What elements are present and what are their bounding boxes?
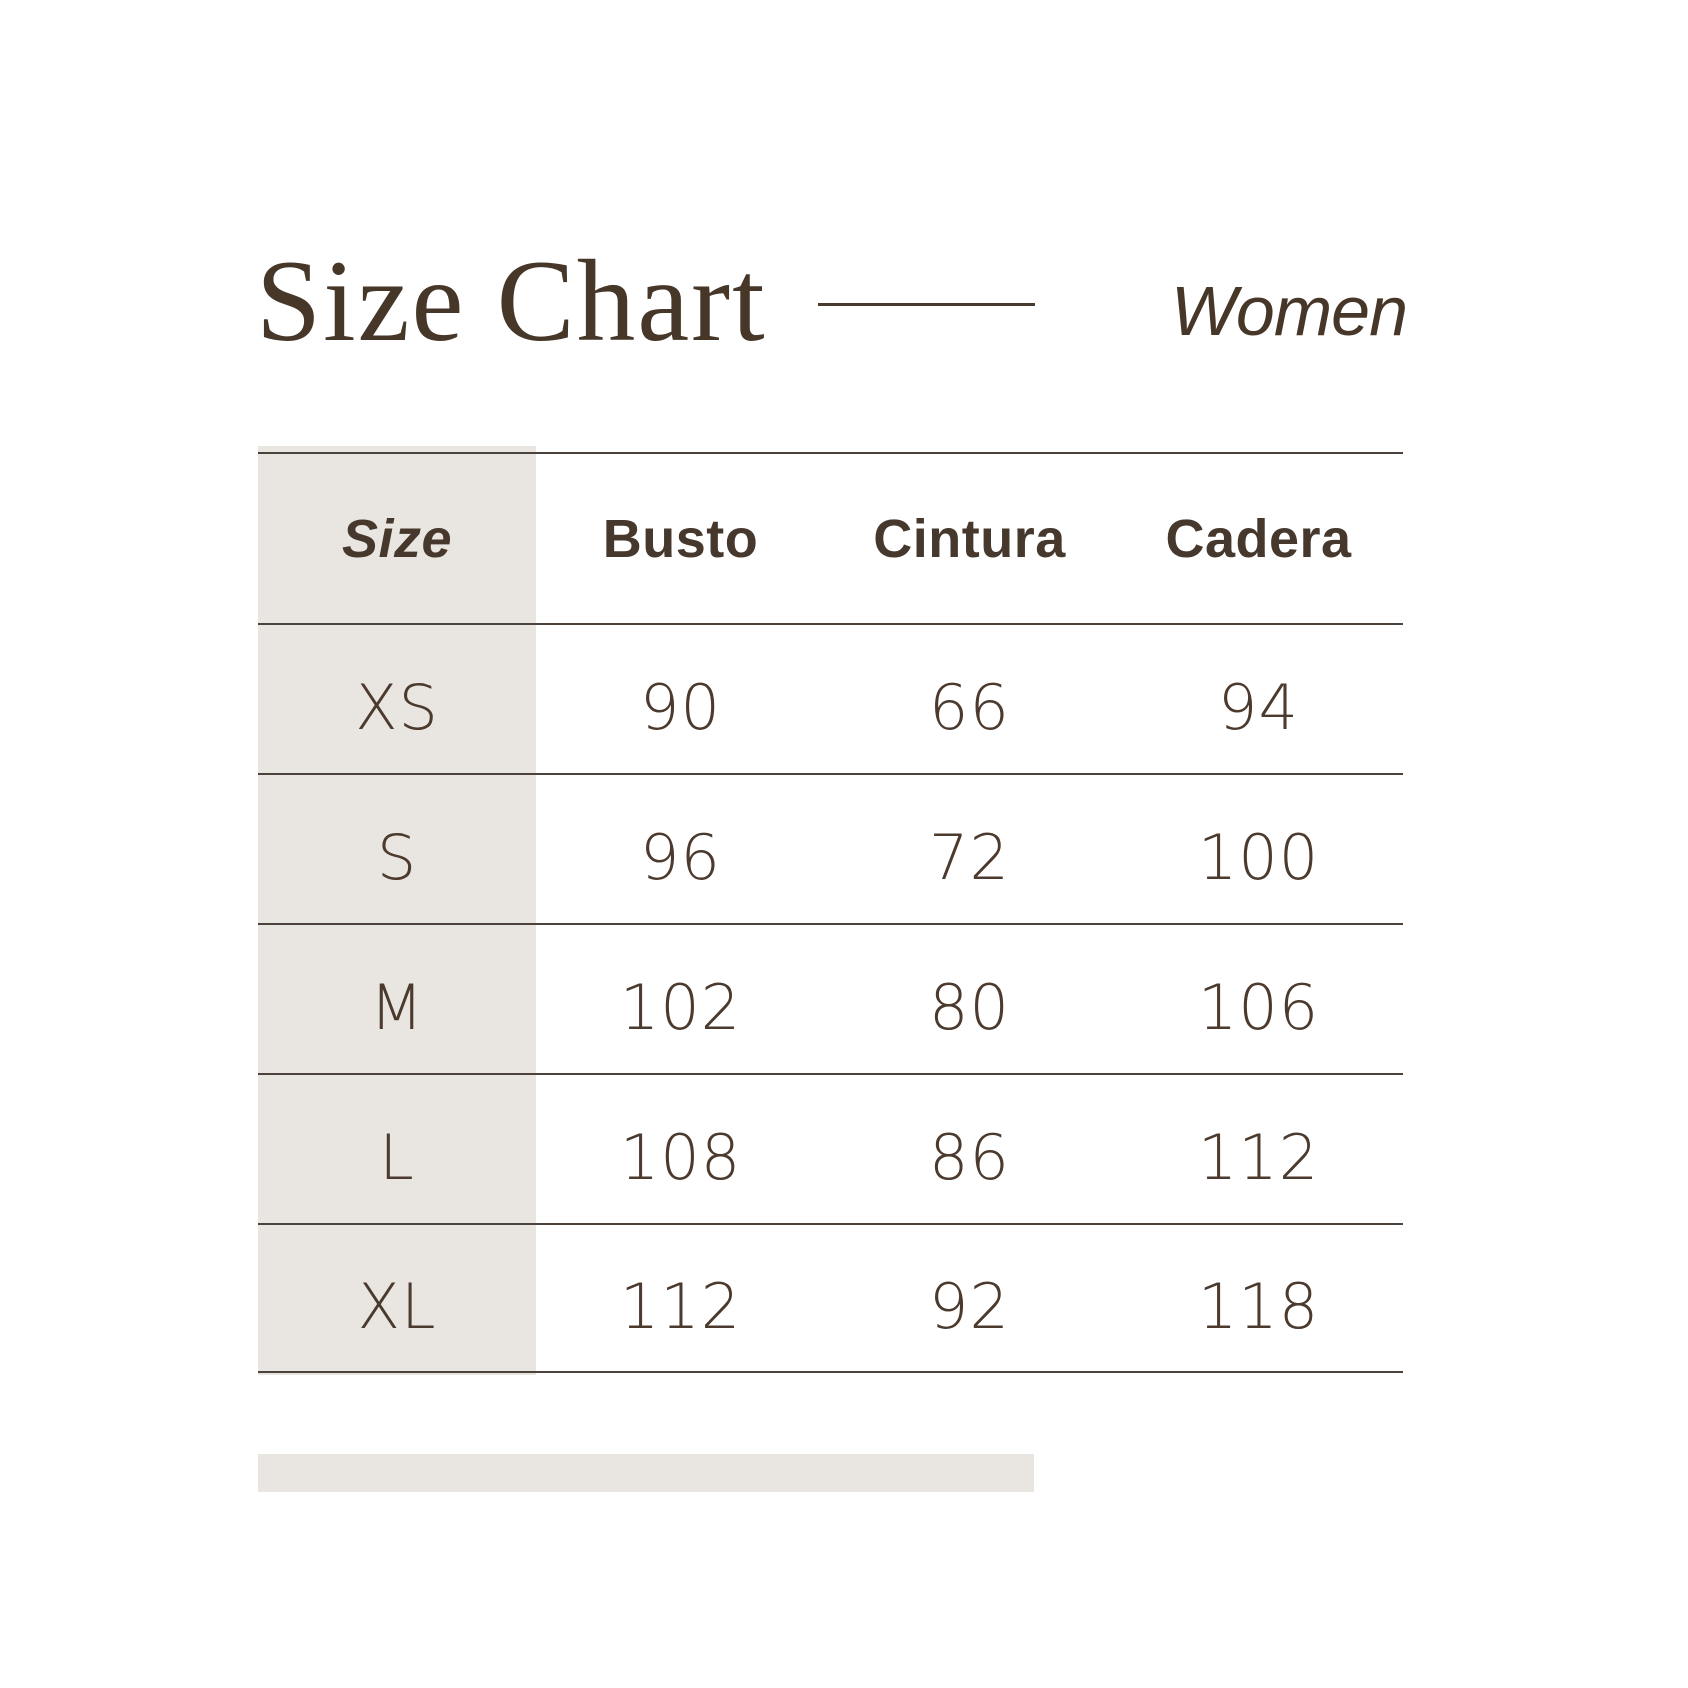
cadera-cell: 100 (1197, 820, 1320, 894)
busto-cell: 112 (619, 1269, 742, 1343)
table-row (258, 923, 1403, 1073)
cintura-cell: 92 (929, 1269, 1010, 1343)
footer-accent-bar (258, 1454, 1034, 1492)
busto-cell: 96 (640, 820, 721, 894)
busto-cell: 102 (619, 970, 742, 1044)
column-header-cintura: Cintura (873, 508, 1066, 569)
size-cell: L (379, 1120, 415, 1194)
size-cell: S (376, 820, 418, 894)
table-header-row (258, 452, 1403, 623)
audience-label: Women (1170, 272, 1407, 350)
cintura-cell: 66 (929, 670, 1010, 744)
table-row (258, 773, 1403, 923)
cintura-cell: 86 (929, 1120, 1010, 1194)
column-header-size: Size (341, 508, 453, 569)
cintura-cell: 80 (929, 970, 1010, 1044)
size-cell: XL (357, 1269, 437, 1343)
size-cell: M (369, 970, 425, 1044)
cadera-cell: 94 (1218, 670, 1299, 744)
cadera-cell: 106 (1197, 970, 1320, 1044)
cintura-cell: 72 (929, 820, 1010, 894)
cadera-cell: 112 (1197, 1120, 1320, 1194)
title-divider-line (818, 303, 1035, 306)
busto-cell: 108 (619, 1120, 742, 1194)
column-header-cadera: Cadera (1165, 508, 1352, 569)
column-header-busto: Busto (602, 508, 759, 569)
table-row (258, 623, 1403, 773)
cadera-cell: 118 (1197, 1269, 1320, 1343)
page-title: Size Chart (256, 237, 767, 366)
table-row (258, 1223, 1403, 1373)
size-table (258, 452, 1403, 1373)
table-row (258, 1073, 1403, 1223)
size-cell: XS (355, 670, 439, 744)
busto-cell: 90 (640, 670, 721, 744)
